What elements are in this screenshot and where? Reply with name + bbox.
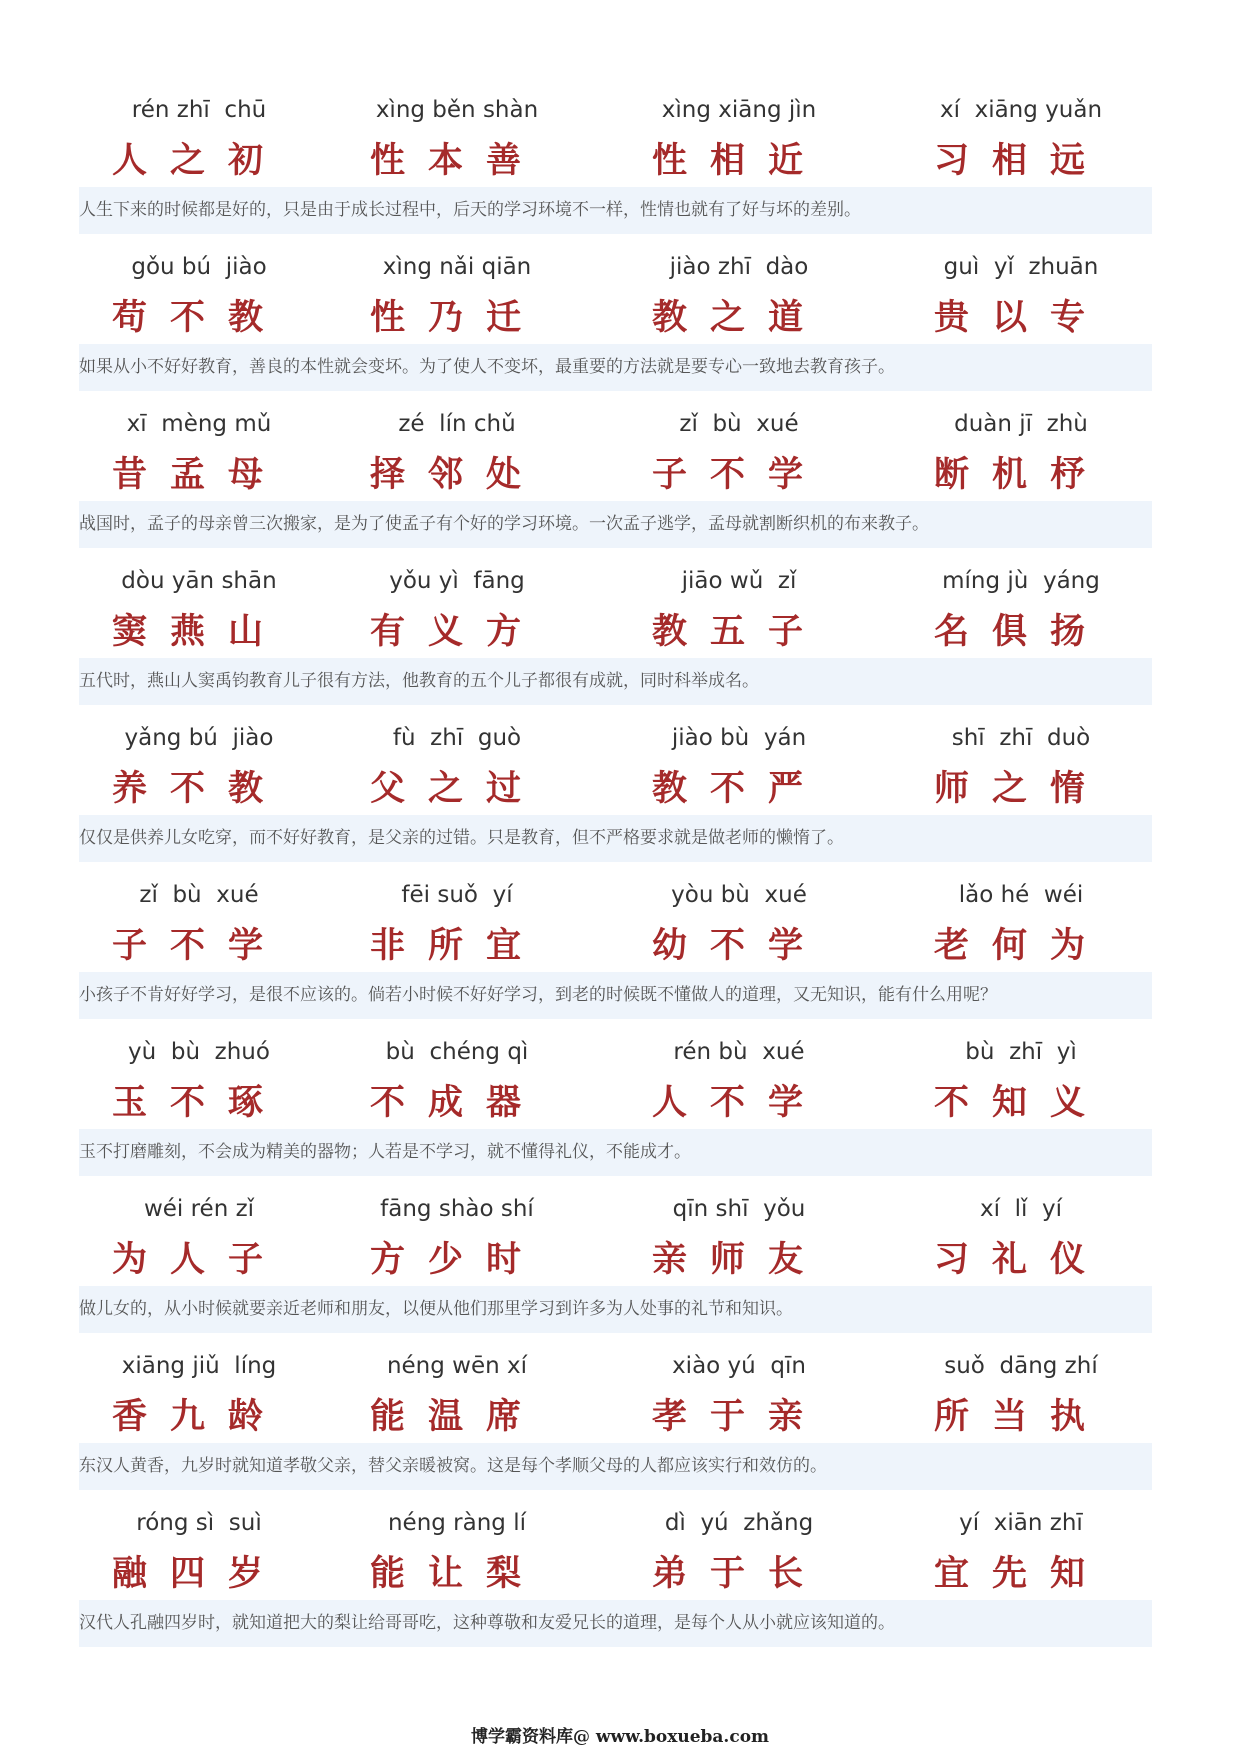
pinyin-text: xìng xiāng jìn xyxy=(661,97,817,123)
pinyin-text: rén bù xué xyxy=(673,1039,805,1065)
pinyin-text: dì yú zhǎng xyxy=(664,1510,814,1536)
stanza xyxy=(79,237,1152,394)
stanza xyxy=(79,1022,1152,1179)
pinyin-text: míng jù yáng xyxy=(942,568,1100,594)
hanzi-phrase: 昔孟母 xyxy=(111,455,286,495)
explanation-band xyxy=(79,1443,1152,1490)
pinyin-text: fāng shào shí xyxy=(380,1196,534,1222)
stanza xyxy=(79,1336,1152,1493)
pinyin-text: guì yǐ zhuān xyxy=(943,254,1099,280)
hanzi-phrase: 老何为 xyxy=(933,926,1108,966)
hanzi-phrase: 弟于长 xyxy=(651,1554,826,1594)
pinyin-text: bù zhī yì xyxy=(965,1039,1077,1065)
pinyin-text: xí xiāng yuǎn xyxy=(939,97,1103,123)
explanation-text: 如果从小不好好教育，善良的本性就会变坏。为了使人不变坏，最重要的方法就是要专心一致地去教育孩子。 xyxy=(79,357,895,377)
explanation-band xyxy=(79,501,1152,548)
hanzi-row xyxy=(79,764,1152,814)
explanation-band xyxy=(79,972,1152,1019)
stanza xyxy=(79,708,1152,865)
hanzi-phrase: 名俱扬 xyxy=(933,612,1108,652)
pinyin-text: gǒu bú jiào xyxy=(131,254,267,280)
hanzi-phrase: 幼不学 xyxy=(651,926,826,966)
hanzi-row xyxy=(79,921,1152,971)
pinyin-row xyxy=(79,247,1152,287)
hanzi-row xyxy=(79,1392,1152,1442)
explanation-text: 仅仅是供养儿女吃穿，而不好好教育，是父亲的过错。只是教育，但不严格要求就是做老师的懒惰了。 xyxy=(79,828,844,848)
stanza xyxy=(79,80,1152,237)
pinyin-text: xiào yú qīn xyxy=(672,1353,806,1379)
pinyin-text: yǎng bú jiào xyxy=(124,725,274,751)
pinyin-text: yǒu yì fāng xyxy=(389,568,525,594)
pinyin-row xyxy=(79,90,1152,130)
explanation-band xyxy=(79,187,1152,234)
pinyin-text: wéi rén zǐ xyxy=(143,1196,255,1222)
pinyin-text: róng sì suì xyxy=(136,1510,262,1536)
hanzi-row xyxy=(79,450,1152,500)
hanzi-phrase: 为人子 xyxy=(111,1240,286,1280)
pinyin-text: duàn jī zhù xyxy=(954,411,1088,437)
explanation-band xyxy=(79,1129,1152,1176)
hanzi-phrase: 贵以专 xyxy=(933,298,1108,338)
pinyin-text: rén zhī chū xyxy=(131,97,267,123)
hanzi-phrase: 断机杼 xyxy=(933,455,1108,495)
hanzi-phrase: 所当执 xyxy=(933,1397,1108,1437)
pinyin-text: xìng nǎi qiān xyxy=(382,254,532,280)
hanzi-row xyxy=(79,1078,1152,1128)
hanzi-phrase: 子不学 xyxy=(651,455,826,495)
hanzi-phrase: 能让梨 xyxy=(369,1554,544,1594)
pinyin-text: néng wēn xí xyxy=(386,1353,528,1379)
pinyin-text: xī mèng mǔ xyxy=(126,411,272,437)
hanzi-phrase: 有义方 xyxy=(369,612,544,652)
pinyin-text: suǒ dāng zhí xyxy=(944,1353,1098,1379)
pinyin-text: shī zhī duò xyxy=(951,725,1091,751)
hanzi-phrase: 孝于亲 xyxy=(651,1397,826,1437)
hanzi-phrase: 融四岁 xyxy=(111,1554,286,1594)
hanzi-row xyxy=(79,1235,1152,1285)
explanation-band xyxy=(79,815,1152,862)
hanzi-row xyxy=(79,607,1152,657)
hanzi-phrase: 玉不琢 xyxy=(111,1083,286,1123)
pinyin-row xyxy=(79,1189,1152,1229)
hanzi-phrase: 能温席 xyxy=(369,1397,544,1437)
pinyin-text: jiào bù yán xyxy=(671,725,807,751)
explanation-text: 战国时，孟子的母亲曾三次搬家，是为了使孟子有个好的学习环境。一次孟子逃学，孟母就割断织机的布来教子。 xyxy=(79,514,929,534)
pinyin-text: qīn shī yǒu xyxy=(672,1196,806,1222)
hanzi-phrase: 非所宜 xyxy=(369,926,544,966)
hanzi-phrase: 养不教 xyxy=(111,769,286,809)
pinyin-text: dòu yān shān xyxy=(121,568,277,594)
hanzi-phrase: 教不严 xyxy=(651,769,826,809)
pinyin-text: néng ràng lí xyxy=(387,1510,527,1536)
hanzi-phrase: 习礼仪 xyxy=(933,1240,1108,1280)
hanzi-phrase: 习相远 xyxy=(933,141,1108,181)
explanation-band xyxy=(79,1286,1152,1333)
pinyin-text: fù zhī guò xyxy=(392,725,522,751)
hanzi-row xyxy=(79,1549,1152,1599)
stanza xyxy=(79,865,1152,1022)
hanzi-phrase: 不成器 xyxy=(369,1083,544,1123)
pinyin-text: yù bù zhuó xyxy=(128,1039,270,1065)
footer-watermark: 博学霸资料库@ www.boxueba.com xyxy=(470,1727,770,1747)
explanation-text: 人生下来的时候都是好的，只是由于成长过程中，后天的学习环境不一样，性情也就有了好与坏的差别。 xyxy=(79,200,861,220)
stanza xyxy=(79,1179,1152,1336)
explanation-text: 东汉人黄香，九岁时就知道孝敬父亲，替父亲暖被窝。这是每个孝顺父母的人都应该实行和效仿的。 xyxy=(79,1456,827,1476)
hanzi-phrase: 苟不教 xyxy=(111,298,286,338)
hanzi-row xyxy=(79,293,1152,343)
hanzi-phrase: 窦燕山 xyxy=(111,612,286,652)
pinyin-text: xìng běn shàn xyxy=(375,97,539,123)
stanza xyxy=(79,1493,1152,1650)
explanation-text: 做儿女的，从小时候就要亲近老师和朋友，以便从他们那里学习到许多为人处事的礼节和知识。 xyxy=(79,1299,793,1319)
pinyin-text: jiào zhī dào xyxy=(669,254,809,280)
hanzi-phrase: 人之初 xyxy=(111,141,286,181)
pinyin-text: yí xiān zhī xyxy=(959,1510,1083,1536)
hanzi-phrase: 父之过 xyxy=(369,769,544,809)
pinyin-row xyxy=(79,875,1152,915)
hanzi-phrase: 宜先知 xyxy=(933,1554,1108,1594)
pinyin-text: lǎo hé wéi xyxy=(958,882,1084,908)
explanation-text: 玉不打磨雕刻，不会成为精美的器物；人若是不学习，就不懂得礼仪，不能成才。 xyxy=(79,1142,691,1162)
pinyin-text: xí lǐ yí xyxy=(979,1196,1063,1222)
pinyin-row xyxy=(79,1032,1152,1072)
pinyin-text: zǐ bù xué xyxy=(679,411,799,437)
explanation-band xyxy=(79,658,1152,705)
hanzi-phrase: 不知义 xyxy=(933,1083,1108,1123)
hanzi-phrase: 性相近 xyxy=(651,141,826,181)
pinyin-text: fēi suǒ yí xyxy=(401,882,513,908)
explanation-text: 五代时，燕山人窦禹钧教育儿子很有方法，他教育的五个儿子都很有成就，同时科举成名。 xyxy=(79,671,759,691)
explanation-band xyxy=(79,344,1152,391)
hanzi-phrase: 教之道 xyxy=(651,298,826,338)
hanzi-row xyxy=(79,136,1152,186)
hanzi-phrase: 教五子 xyxy=(651,612,826,652)
hanzi-phrase: 性本善 xyxy=(369,141,544,181)
pinyin-text: zé lín chǔ xyxy=(398,411,516,437)
pinyin-row xyxy=(79,561,1152,601)
pinyin-text: bù chéng qì xyxy=(385,1039,529,1065)
explanation-text: 小孩子不肯好好学习，是很不应该的。倘若小时候不好好学习，到老的时候既不懂做人的道理，又无知识，能有什么用呢？ xyxy=(79,985,997,1005)
hanzi-phrase: 亲师友 xyxy=(651,1240,826,1280)
pinyin-row xyxy=(79,1503,1152,1543)
pinyin-row xyxy=(79,1346,1152,1386)
pinyin-row xyxy=(79,718,1152,758)
hanzi-phrase: 子不学 xyxy=(111,926,286,966)
explanation-band xyxy=(79,1600,1152,1647)
pinyin-text: zǐ bù xué xyxy=(139,882,259,908)
hanzi-phrase: 人不学 xyxy=(651,1083,826,1123)
stanza xyxy=(79,394,1152,551)
pinyin-text: xiāng jiǔ líng xyxy=(121,1353,277,1379)
hanzi-phrase: 择邻处 xyxy=(369,455,544,495)
hanzi-phrase: 师之惰 xyxy=(933,769,1108,809)
pinyin-row xyxy=(79,404,1152,444)
explanation-text: 汉代人孔融四岁时，就知道把大的梨让给哥哥吃，这种尊敬和友爱兄长的道理，是每个人从小就应该知道的。 xyxy=(79,1613,895,1633)
hanzi-phrase: 香九龄 xyxy=(111,1397,286,1437)
stanza xyxy=(79,551,1152,708)
pinyin-text: jiāo wǔ zǐ xyxy=(681,568,797,594)
hanzi-phrase: 性乃迁 xyxy=(369,298,544,338)
hanzi-phrase: 方少时 xyxy=(369,1240,544,1280)
pinyin-text: yòu bù xué xyxy=(671,882,807,908)
